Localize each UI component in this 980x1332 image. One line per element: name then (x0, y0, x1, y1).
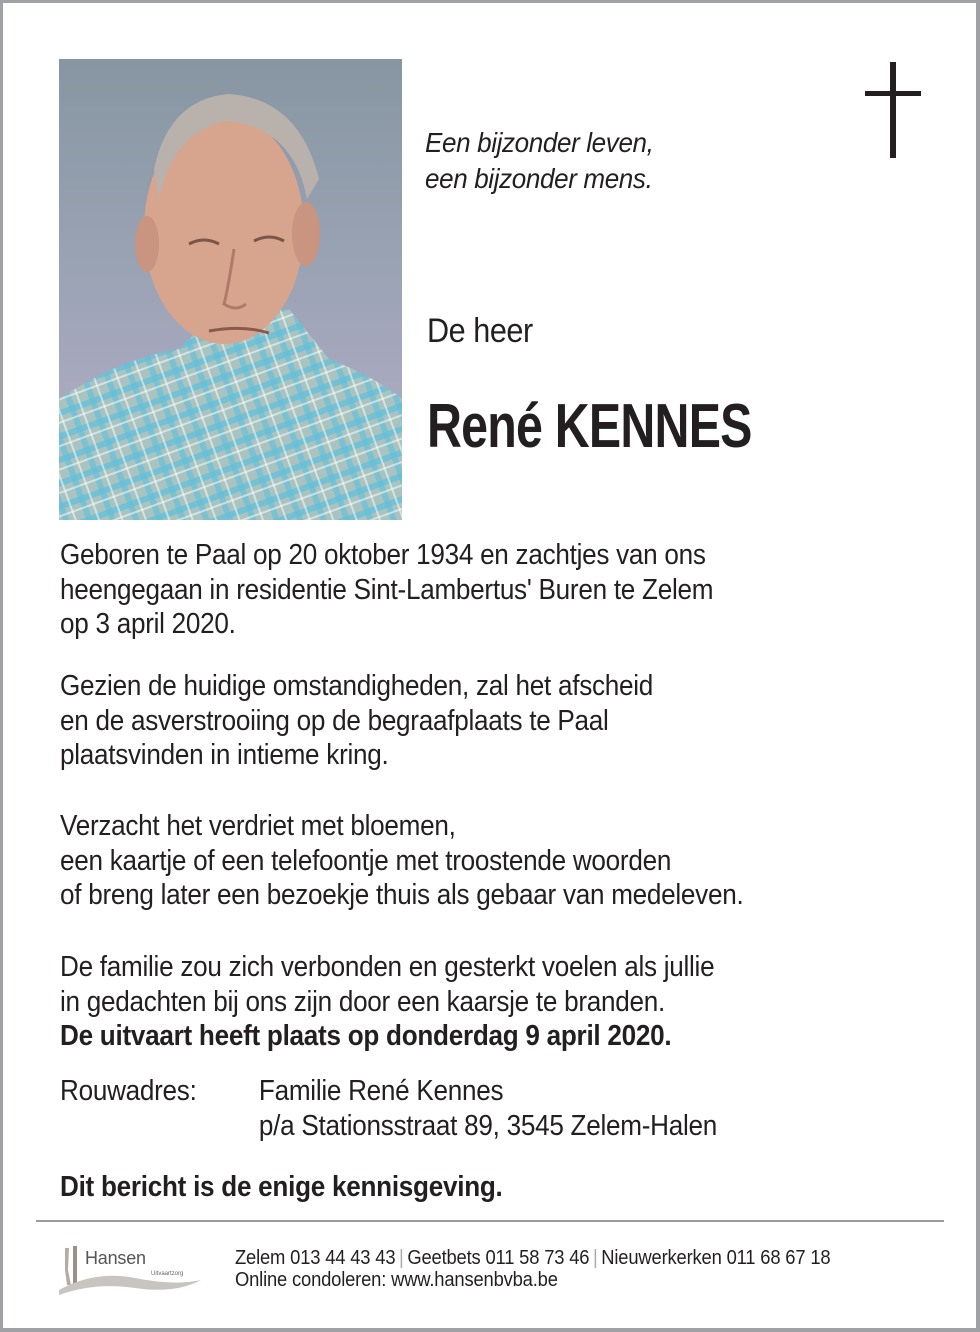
logo-name: Hansen (85, 1248, 146, 1268)
paragraph-line: op 3 april 2020. (60, 608, 236, 640)
phone-number: 013 44 43 43 (290, 1247, 396, 1269)
location-name: Geetbets (407, 1247, 481, 1269)
motto (425, 125, 654, 197)
paragraph-line: Geboren te Paal op 20 oktober 1934 en zachtjes van ons (60, 539, 706, 571)
portrait-photo (59, 59, 402, 520)
footer-contact (235, 1247, 830, 1291)
portrait-illustration-icon (59, 59, 402, 520)
deceased-name: René KENNES (427, 392, 752, 461)
paragraph-family (60, 950, 852, 1054)
separator: | (399, 1247, 404, 1269)
online-label: Online condoleren: (235, 1269, 387, 1291)
website-link[interactable]: www.hansenbvba.be (391, 1269, 558, 1291)
separator: | (593, 1247, 598, 1269)
paragraph-line: heengegaan in residentie Sint-Lambertus' Buren te Zelem (60, 573, 714, 606)
paragraph-line: in gedachten bij ons zijn door een kaarsje te branden. (60, 985, 665, 1018)
closing-statement: Dit bericht is de enige kennisgeving. (60, 1171, 503, 1203)
paragraph-line: Gezien de huidige omstandigheden, zal het afscheid (60, 670, 654, 702)
address-line: p/a Stationsstraat 89, 3545 Zelem-Halen (258, 1109, 717, 1142)
motto-line: Een bijzonder leven, (425, 127, 654, 158)
phone-number: 011 58 73 46 (485, 1247, 590, 1269)
phone-number: 011 68 67 18 (726, 1247, 831, 1269)
paragraph-line: en de asverstrooiing op de begraafplaats te Paal (60, 704, 609, 737)
address-label: Rouwadres: (60, 1075, 197, 1107)
paragraph-line: Verzacht het verdriet met bloemen, (60, 810, 456, 842)
location-name: Nieuwerkerken (601, 1247, 722, 1269)
obituary-card (3, 3, 976, 1328)
motto-line: een bijzonder mens. (425, 163, 653, 194)
logo-subtitle: Uitvaartzorg (151, 1271, 184, 1277)
funeral-home-logo (55, 1240, 205, 1295)
paragraph-line: een kaartje of een telefoontje met troostende woorden (60, 844, 672, 877)
address-line: Familie René Kennes (258, 1075, 504, 1107)
phone-numbers (235, 1247, 830, 1269)
paragraph-line: plaatsvinden in intieme kring. (60, 739, 389, 771)
paragraph-birth-death (60, 538, 852, 642)
paragraph-ceremony (60, 669, 852, 773)
online-condolence (235, 1269, 830, 1291)
mourning-address (60, 1074, 852, 1143)
footer-divider (36, 1220, 944, 1222)
honorific: De heer (427, 312, 533, 350)
paragraph-condolences (60, 809, 852, 913)
location-name: Zelem (235, 1247, 286, 1269)
paragraph-line: of breng later een bezoekje thuis als gebaar van medeleven. (60, 879, 744, 911)
latin-cross-icon (865, 62, 921, 158)
funeral-date-line: De uitvaart heeft plaats op donderdag 9 april 2020. (60, 1020, 672, 1052)
paragraph-line: De familie zou zich verbonden en gesterkt voelen als jullie (60, 951, 715, 983)
